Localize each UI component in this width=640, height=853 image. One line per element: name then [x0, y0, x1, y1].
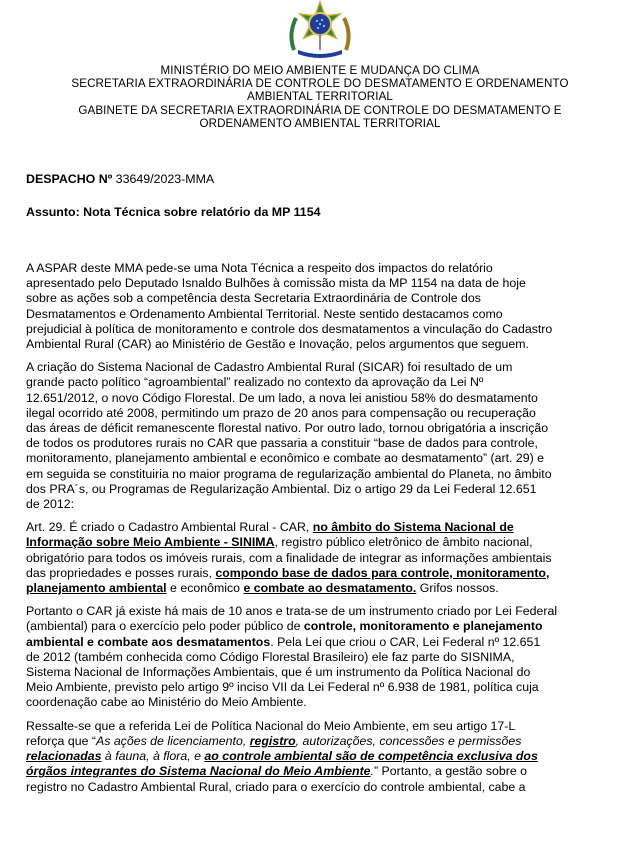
text-line — [26, 566, 618, 581]
header-secretariat: SECRETARIA EXTRAORDINÁRIA DE CONTROLE DO DESMATAMENTO E ORDENAMENTO — [71, 77, 569, 91]
text-line: 12.651/2012, o novo Código Florestal. De um lado, a nova lei anistiou 58% do desmatamento — [26, 390, 538, 405]
text-line: monitoramento, planejamento ambiental e econômico e combate ao desmatamento” (art. 29) e — [26, 451, 545, 466]
emphasis-run: controle, monitoramento e planejamento — [303, 619, 543, 634]
emphasis-run: Informação sobre Meio Ambiente - SINIMA — [26, 535, 275, 550]
emphasis-run: registro — [249, 733, 296, 748]
text-line: registro no Cadastro Ambiental Rural, criado para o exercício do controle ambiental, cabe a — [26, 779, 526, 794]
text-line: Portanto o CAR já existe há mais de 10 anos e trata-se de um instrumento criado por Lei Federal — [26, 604, 558, 619]
italic-run: . — [370, 764, 374, 779]
emphasis-run: ao controle ambiental são de competência exclusiva dos — [204, 749, 538, 764]
header-secretariat-cont: AMBIENTAL TERRITORIAL — [247, 90, 393, 104]
text-run: das propriedades e posses rurais, — [26, 565, 216, 580]
text-line: dos PRA´s, ou Programas de Regularização Ambiental. Diz o artigo 29 da Lei Federal 12.651 — [26, 481, 537, 496]
text-line: Ressalte-se que a referida Lei de Política Nacional do Meio Ambiente, em seu artigo 17-L — [26, 718, 516, 733]
text-run: Grifos nossos. — [416, 581, 499, 596]
text-line: obrigatório para todos os imóveis rurais, com a finalidade de integrar as informações ambientais — [26, 550, 552, 565]
text-line — [26, 581, 618, 596]
italic-run: , autorizações, concessões e permissões — [295, 733, 522, 748]
paragraph-car-instrument — [26, 604, 618, 710]
emphasis-run: compondo base de dados para controle, monitoramento, — [215, 565, 550, 580]
emphasis-run: órgãos integrantes do Sistema Nacional do Meio Ambiente — [26, 764, 371, 779]
text-line: apresentado pelo Deputado Isnaldo Bulhões à comissão mista da MP 1154 na data de hoje — [26, 276, 526, 291]
text-line: A ASPAR deste MMA pede-se uma Nota Técnica a respeito dos impactos do relatório — [26, 261, 493, 275]
emphasis-run: no âmbito do Sistema Nacional de — [312, 520, 514, 535]
text-run: Art. 29. É criado o Cadastro Ambiental Rural - CAR, — [26, 520, 313, 535]
emphasis-run: e combate ao desmatamento. — [243, 581, 417, 596]
text-line: de 2012 (também conhecida como Código Florestal Brasileiro) ele faz parte do SISNIMA, — [26, 649, 515, 664]
header-cabinet-cont: ORDENAMENTO AMBIENTAL TERRITORIAL — [199, 116, 441, 130]
italic-run: à fauna, à flora, e — [101, 749, 205, 764]
paragraph-article-17l — [26, 719, 618, 795]
subject-line: Assunto: Nota Técnica sobre relatório da MP 1154 — [26, 205, 321, 219]
paragraph-request — [26, 261, 618, 352]
despacho-number: 33649/2023-MMA — [112, 172, 215, 186]
text-line: ilegal ocorrido até 2008, permitindo um prazo de 20 anos para compensação ou recuperação — [26, 405, 536, 420]
text-run: (ambiental) para o exercício pelo poder público de — [26, 619, 304, 634]
text-line: grande pacto político “agroambiental” realizado no contexto da aprovação da Lei Nº — [26, 375, 484, 390]
paragraph-article-29-quote — [26, 520, 618, 596]
text-run: ” Portanto, a gestão sobre o — [373, 764, 528, 779]
text-line: coordenação cabe ao Ministério do Meio Ambiente. — [26, 695, 307, 710]
text-line: de 2012: — [26, 497, 75, 512]
despacho-line — [26, 172, 214, 187]
text-run: . Pela Lei que criou o CAR, Lei Federal nº 12.651 — [270, 634, 541, 649]
paragraph-sicar-history — [26, 360, 618, 512]
italic-run: As ações de licenciamento, — [95, 733, 250, 748]
document-header — [30, 64, 610, 130]
text-line: prejudicial à política de monitoramento e controle dos desmatamentos a vinculação do Cadastro — [26, 321, 553, 336]
text-line — [26, 749, 618, 764]
text-line: em seguida se constituiria no maior programa de regularização ambiental do Planeta, no âmbito — [26, 466, 552, 481]
brazil-coat-of-arms-icon — [284, 0, 356, 58]
text-line — [26, 764, 618, 779]
text-line — [26, 535, 618, 550]
emphasis-run: ambiental e combate aos desmatamentos — [26, 634, 271, 649]
text-run: reforça que “ — [26, 733, 96, 748]
emphasis-run: planejamento ambiental — [26, 581, 167, 596]
text-line: sobre as ações sob a competência desta Secretaria Extraordinária de Controle dos — [26, 291, 481, 306]
despacho-label: DESPACHO Nº — [26, 172, 113, 186]
text-run: , registro público eletrônico de âmbito nacional, — [274, 535, 533, 550]
text-line — [26, 635, 618, 650]
text-line: das áreas de déficit remanescente florestal nativo. Por outro lado, tornou obrigatória a inscrição — [26, 421, 549, 436]
text-line: Sistema Nacional de Informações Ambientais, que é um instrumento da Política Nacional do — [26, 665, 531, 680]
text-line — [26, 619, 618, 634]
header-cabinet: GABINETE DA SECRETARIA EXTRAORDINÁRIA DE CONTROLE DO DESMATAMENTO E — [78, 103, 562, 117]
text-line — [26, 520, 618, 535]
header-ministry: MINISTÉRIO DO MEIO AMBIENTE E MUDANÇA DO CLIMA — [160, 64, 480, 77]
text-line: Ambiental Rural (CAR) ao Ministério de Gestão e Inovação, pelos argumentos que seguem. — [26, 337, 529, 352]
text-line: A criação do Sistema Nacional de Cadastro Ambiental Rural (SICAR) foi resultado de um — [26, 360, 513, 375]
emphasis-run: relacionadas — [26, 749, 102, 764]
document-body — [26, 261, 618, 803]
text-run: e econômico — [166, 581, 244, 596]
text-line: de todos os produtores rurais no CAR que passaria a constituir “base de dados para controle, — [26, 436, 538, 451]
text-line — [26, 734, 618, 749]
text-line: Meio Ambiente, previsto pelo artigo 9º inciso VII da Lei Federal nº 6.938 de 1981, política cuja — [26, 680, 539, 695]
text-line: Desmatamentos e Ordenamento Ambiental Territorial. Neste sentido destacamos como — [26, 306, 503, 321]
